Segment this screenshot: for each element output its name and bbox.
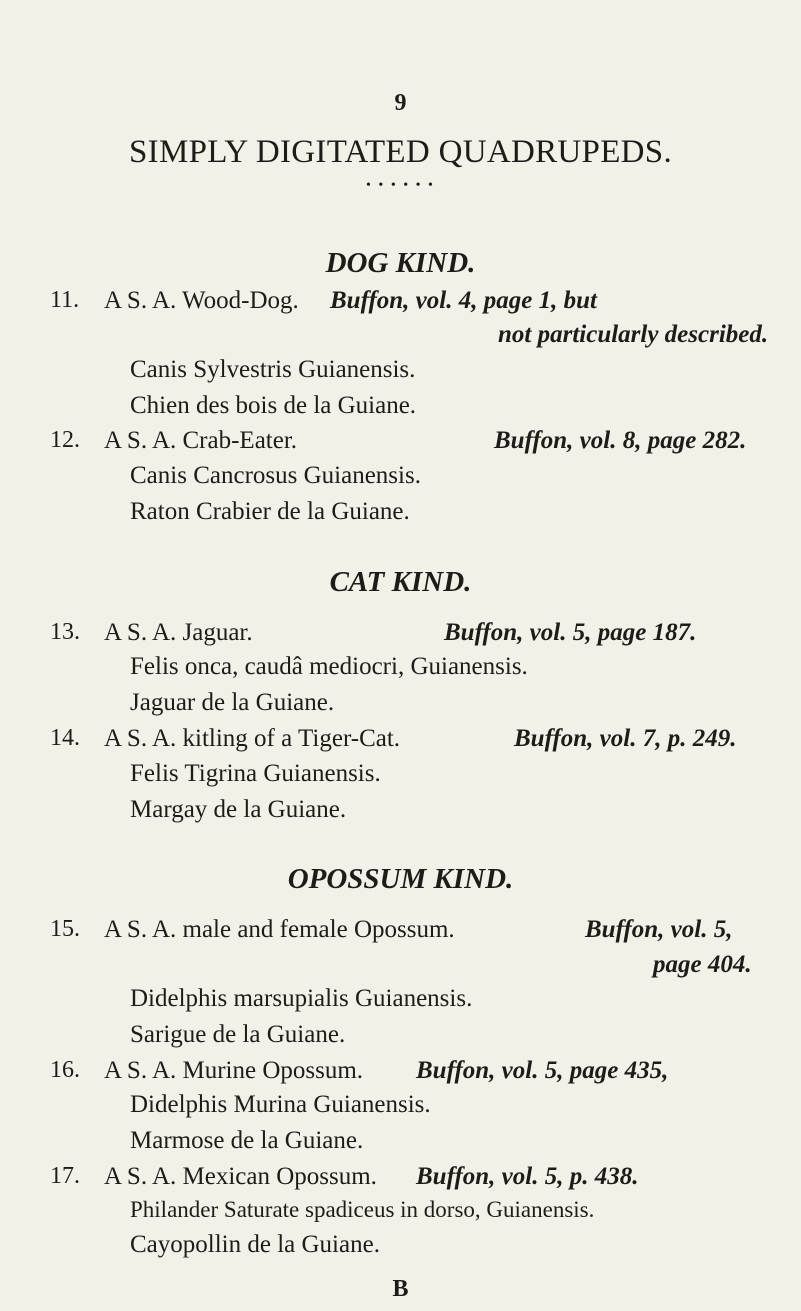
entry-latin-name: Philander Saturate spadiceus in dorso, Guianensis.	[130, 1197, 595, 1222]
signature-mark: B	[392, 1276, 409, 1302]
entry-french-name: Marmose de la Guiane.	[130, 1127, 364, 1154]
entry-latin-name: Felis Tigrina Guianensis.	[130, 760, 381, 787]
section-title-dog: DOG KIND.	[325, 247, 476, 279]
entry-name: A S. A. Mexican Opossum.	[104, 1163, 377, 1190]
entry-number: 14.	[50, 725, 80, 751]
entry-reference: Buffon, vol. 5,	[585, 916, 733, 943]
entry-french-name: Jaguar de la Guiane.	[130, 689, 335, 716]
page-title: SIMPLY DIGITATED QUADRUPEDS.	[129, 134, 672, 170]
entry-name: A S. A. Wood-Dog.	[104, 287, 299, 314]
entry-reference: Buffon, vol. 4, page 1, but	[330, 287, 597, 314]
entry-latin-name: Didelphis Murina Guianensis.	[130, 1091, 431, 1118]
entry-number: 11.	[50, 287, 80, 313]
entry-name: A S. A. Jaguar.	[104, 619, 253, 646]
entry-name: A S. A. male and female Opossum.	[104, 916, 455, 943]
entry-latin-name: Felis onca, caudâ mediocri, Guianensis.	[130, 653, 528, 680]
entry-name: A S. A. Murine Opossum.	[104, 1057, 364, 1084]
entry-french-name: Sarigue de la Guiane.	[130, 1021, 346, 1048]
entry-latin-name: Didelphis marsupialis Guianensis.	[130, 985, 473, 1012]
entry-number: 12.	[50, 427, 80, 453]
ornament-divider: • • • • • •	[366, 178, 435, 193]
entry-reference: Buffon, vol. 5, p. 438.	[416, 1163, 639, 1190]
entry-reference: Buffon, vol. 5, page 435,	[416, 1057, 669, 1084]
entry-french-name: Raton Crabier de la Guiane.	[130, 498, 410, 525]
page-number: 9	[394, 90, 407, 116]
entry-reference: Buffon, vol. 5, page 187.	[444, 619, 697, 646]
entry-number: 13.	[50, 619, 80, 645]
entry-reference: Buffon, vol. 7, p. 249.	[514, 725, 737, 752]
section-title-cat: CAT KIND.	[329, 566, 472, 598]
entry-name: A S. A. Crab-Eater.	[104, 427, 298, 454]
entry-name: A S. A. kitling of a Tiger-Cat.	[104, 725, 401, 752]
entry-reference-continued: page 404.	[653, 951, 752, 978]
entry-latin-name: Canis Cancrosus Guianensis.	[130, 462, 421, 489]
entry-number: 15.	[50, 916, 80, 942]
entry-french-name: Cayopollin de la Guiane.	[130, 1231, 380, 1258]
entry-latin-name: Canis Sylvestris Guianensis.	[130, 356, 416, 383]
entry-reference-continued: not particularly described.	[498, 321, 769, 348]
entry-reference: Buffon, vol. 8, page 282.	[494, 427, 747, 454]
entry-french-name: Margay de la Guiane.	[130, 796, 347, 823]
entry-number: 16.	[50, 1057, 80, 1083]
section-title-opossum: OPOSSUM KIND.	[287, 863, 514, 895]
entry-french-name: Chien des bois de la Guiane.	[130, 392, 417, 419]
entry-number: 17.	[50, 1163, 80, 1189]
